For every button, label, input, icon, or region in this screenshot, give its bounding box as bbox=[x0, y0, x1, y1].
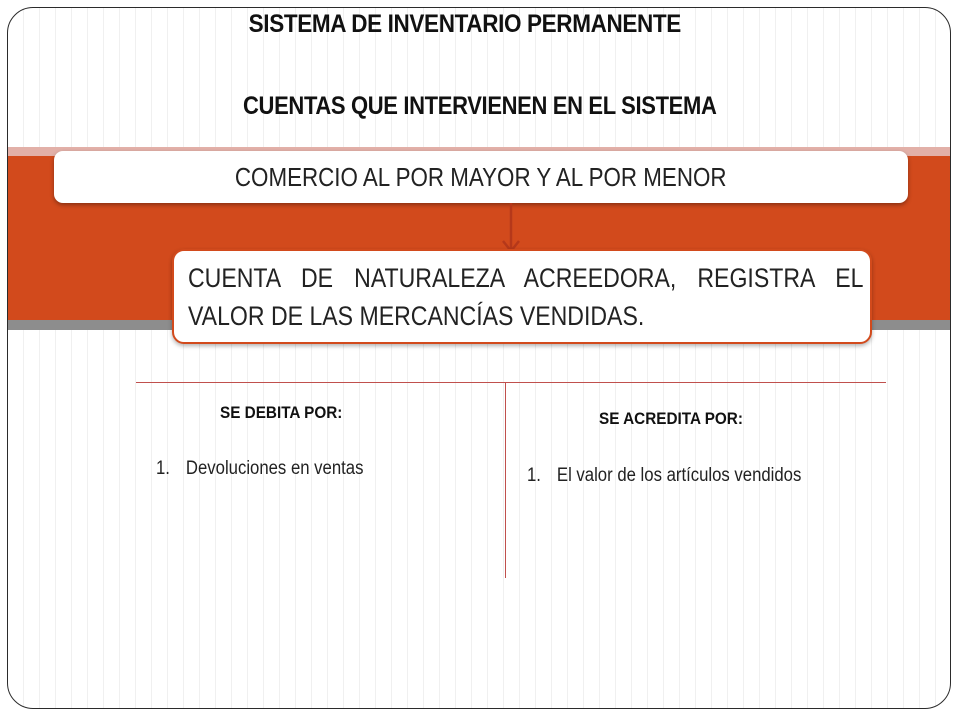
slide-subtitle: CUENTAS QUE INTERVIENEN EN EL SISTEMA bbox=[243, 92, 717, 120]
slide-title: SISTEMA DE INVENTARIO PERMANENTE bbox=[248, 10, 681, 38]
debit-list-item bbox=[156, 458, 363, 480]
credit-item-text: El valor de los artículos vendidos bbox=[556, 465, 802, 486]
credit-list-item bbox=[527, 465, 801, 487]
debit-heading: SE DEBITA POR: bbox=[220, 403, 343, 422]
commerce-box bbox=[54, 151, 908, 203]
down-arrow-connector bbox=[500, 203, 522, 255]
t-account-horizontal-line bbox=[136, 382, 886, 383]
credit-heading: SE ACREDITA POR: bbox=[599, 409, 743, 428]
debit-item-text: Devoluciones en ventas bbox=[185, 458, 364, 479]
definition-box bbox=[172, 249, 872, 344]
credit-item-number: 1. bbox=[527, 465, 541, 486]
definition-text: CUENTA DE NATURALEZA ACREEDORA, REGISTRA EL VALOR DE LAS MERCANCÍAS VENDIDAS. bbox=[188, 263, 864, 331]
commerce-box-label: COMERCIO AL POR MAYOR Y AL POR MENOR bbox=[234, 162, 727, 192]
t-account-vertical-line bbox=[505, 383, 506, 578]
debit-item-number: 1. bbox=[156, 458, 170, 479]
